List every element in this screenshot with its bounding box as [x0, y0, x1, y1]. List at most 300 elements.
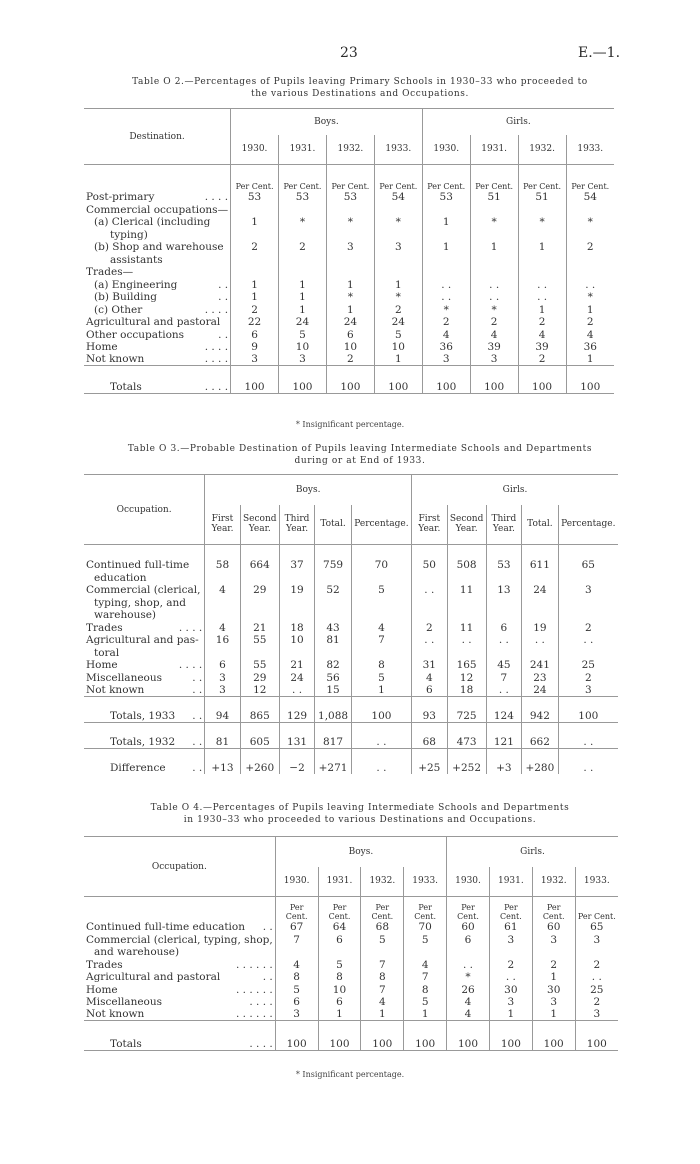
table-cell — [374, 266, 422, 279]
row-label — [84, 1008, 275, 1021]
row-label-text: Other occupations — [86, 328, 185, 341]
column-header: First Year. — [412, 505, 448, 545]
table-cell: 100 — [518, 366, 566, 394]
table-cell: 2 — [532, 958, 575, 971]
table-cell: . . — [422, 278, 470, 291]
table-cell: 65 — [575, 921, 618, 934]
table-cell — [279, 266, 327, 279]
row-label — [84, 933, 275, 946]
leader-dots: . . . . — [178, 621, 203, 634]
table-cell — [240, 646, 279, 659]
row-label — [84, 216, 231, 229]
table-o4-caption — [60, 802, 660, 826]
table-cell: 1 — [374, 278, 422, 291]
page-reference: E.—1. — [578, 45, 621, 61]
table-row — [84, 278, 614, 291]
table-row — [84, 946, 618, 959]
row-label — [84, 191, 231, 204]
table-cell: 3 — [326, 241, 374, 254]
table-cell: 1 — [279, 278, 327, 291]
row-label — [84, 353, 231, 366]
row-label-text: Continued full-time education — [86, 921, 245, 933]
row-label — [84, 316, 231, 329]
table-cell — [470, 203, 518, 216]
table-cell: 1 — [532, 971, 575, 984]
table-cell: * — [470, 303, 518, 316]
table-cell: 3 — [374, 241, 422, 254]
unit-label: Per Cent. — [575, 897, 618, 921]
table-cell: . . — [412, 584, 448, 597]
table-cell: 5 — [275, 983, 318, 996]
table-cell — [522, 596, 559, 609]
table-cell: 51 — [518, 191, 566, 204]
table-cell: 2 — [518, 353, 566, 366]
totals-row — [84, 366, 614, 394]
table-cell: * — [326, 291, 374, 304]
table-cell: 1 — [374, 353, 422, 366]
table-cell: 100 — [326, 366, 374, 394]
table-cell: 5 — [279, 328, 327, 341]
table-cell — [279, 228, 327, 241]
table-cell — [532, 946, 575, 959]
totals-row — [84, 1021, 618, 1051]
row-label-text: Not known — [86, 1008, 145, 1020]
year-header: 1931. — [489, 867, 532, 897]
table-cell: 53 — [486, 559, 522, 572]
table-cell: 2 — [422, 316, 470, 329]
table-cell: 241 — [522, 659, 559, 672]
row-label — [84, 958, 275, 971]
table-row — [84, 671, 618, 684]
table-row — [84, 1008, 618, 1021]
table-cell — [470, 253, 518, 266]
table-cell — [404, 946, 447, 959]
table-o3-caption-line2: during or at End of 1933. — [294, 456, 426, 466]
table-cell: 24 — [279, 316, 327, 329]
row-label-text: education — [94, 571, 147, 584]
table-cell: 36 — [566, 341, 614, 354]
row-label — [84, 722, 205, 748]
table-cell: 1 — [489, 1008, 532, 1021]
table-cell — [374, 203, 422, 216]
table-o3-caption — [60, 443, 660, 467]
table-cell: 5 — [351, 671, 411, 684]
table-cell — [422, 266, 470, 279]
table-cell — [566, 228, 614, 241]
row-label-text: Not known — [86, 683, 145, 696]
table-cell: 4 — [404, 958, 447, 971]
table-cell: 36 — [422, 341, 470, 354]
row-label — [84, 366, 231, 394]
table-cell: 5 — [404, 933, 447, 946]
table-cell: 39 — [518, 341, 566, 354]
row-label — [84, 946, 275, 959]
table-cell: 6 — [326, 328, 374, 341]
leader-dots: . . . . — [204, 303, 229, 316]
table-cell — [279, 253, 327, 266]
table-cell: * — [566, 291, 614, 304]
table-cell: 5 — [361, 933, 404, 946]
table-cell: . . — [351, 722, 411, 748]
table-cell: 2 — [231, 241, 279, 254]
row-label-text: Totals — [110, 1038, 142, 1050]
table-cell: 165 — [447, 659, 486, 672]
table-cell: 52 — [315, 584, 352, 597]
table-cell — [205, 646, 241, 659]
row-label — [84, 303, 231, 316]
leader-dots: . . . . . . — [236, 983, 273, 996]
table-row — [84, 266, 614, 279]
table-cell: 2 — [518, 316, 566, 329]
table-cell: 5 — [318, 958, 361, 971]
table-cell: 4 — [447, 1008, 490, 1021]
table-cell: 4 — [275, 958, 318, 971]
page-header — [0, 45, 700, 63]
table-cell: 21 — [240, 621, 279, 634]
table-cell: +13 — [205, 748, 241, 774]
table-cell: 2 — [558, 621, 618, 634]
row-label — [84, 609, 205, 622]
table-o4-boys-header: Boys. — [275, 837, 446, 867]
table-cell — [351, 571, 411, 584]
table-cell — [240, 571, 279, 584]
table-cell — [205, 571, 241, 584]
table-cell: 64 — [318, 921, 361, 934]
unit-label: Per Cent. — [566, 165, 614, 191]
table-cell: 16 — [205, 634, 241, 647]
table-cell: 1 — [518, 303, 566, 316]
row-label — [84, 266, 231, 279]
table-cell: 1 — [470, 241, 518, 254]
table-cell: . . — [518, 291, 566, 304]
table-cell: 6 — [412, 684, 448, 697]
table-row — [84, 621, 618, 634]
table-cell: 2 — [575, 958, 618, 971]
row-label — [84, 634, 205, 647]
table-cell — [486, 646, 522, 659]
table-cell: 664 — [240, 559, 279, 572]
table-cell: 9 — [231, 341, 279, 354]
table-cell — [315, 596, 352, 609]
table-cell — [231, 203, 279, 216]
table-o2-caption — [60, 76, 660, 100]
table-cell — [518, 203, 566, 216]
table-cell: 2 — [279, 241, 327, 254]
table-cell — [326, 203, 374, 216]
table-cell — [522, 571, 559, 584]
table-cell: 8 — [404, 983, 447, 996]
table-cell — [486, 609, 522, 622]
table-cell: 611 — [522, 559, 559, 572]
row-label — [84, 646, 205, 659]
table-cell — [489, 946, 532, 959]
row-label-text: Post-primary — [86, 191, 155, 203]
table-cell: 55 — [240, 659, 279, 672]
table-cell: 19 — [522, 621, 559, 634]
table-cell — [240, 596, 279, 609]
table-cell: . . — [558, 722, 618, 748]
table-row — [84, 933, 618, 946]
table-row — [84, 596, 618, 609]
table-cell: 1 — [231, 278, 279, 291]
table-cell: 1 — [279, 291, 327, 304]
table-o4-caption-line1: Table O 4.—Percentages of Pupils leaving Intermediate Schools and Departments — [150, 803, 570, 813]
table-cell: . . — [558, 748, 618, 774]
table-cell: 3 — [558, 584, 618, 597]
table-cell: 4 — [422, 328, 470, 341]
table-cell: 3 — [422, 353, 470, 366]
unit-label: Per Cent. — [532, 897, 575, 921]
table-cell — [231, 228, 279, 241]
table-cell: . . — [486, 634, 522, 647]
leader-dots: . . — [192, 709, 203, 722]
table-o4-girls-header: Girls. — [447, 837, 618, 867]
table-row — [84, 921, 618, 934]
table-cell: 100 — [374, 366, 422, 394]
row-label-text: (a) Clerical (including — [94, 216, 211, 228]
table-cell: 1 — [422, 241, 470, 254]
table-o4-caption-line2: in 1930–33 who proceeded to various Destinations and Occupations. — [183, 815, 537, 825]
table-cell: 508 — [447, 559, 486, 572]
table-cell: * — [326, 216, 374, 229]
table-cell: 81 — [315, 634, 352, 647]
table-cell: 6 — [231, 328, 279, 341]
table-cell: * — [374, 216, 422, 229]
year-header: 1933. — [566, 135, 614, 165]
table-row — [84, 241, 614, 254]
table-cell: * — [518, 216, 566, 229]
table-cell: 3 — [489, 933, 532, 946]
row-label — [84, 684, 205, 697]
unit-label: Per Cent. — [374, 165, 422, 191]
table-row — [84, 971, 618, 984]
table-cell: 662 — [522, 722, 559, 748]
table-cell: 8 — [351, 659, 411, 672]
table-cell: . . — [518, 278, 566, 291]
table-cell: 60 — [447, 921, 490, 934]
table-cell: 43 — [315, 621, 352, 634]
table-cell: +271 — [315, 748, 352, 774]
table-cell: 2 — [558, 671, 618, 684]
column-header: First Year. — [205, 505, 241, 545]
leader-dots: . . . . . . — [236, 1008, 273, 1020]
table-cell: 25 — [558, 659, 618, 672]
row-label-text: Miscellaneous — [86, 671, 163, 684]
leader-dots: . . . . — [178, 659, 203, 671]
table-cell — [486, 596, 522, 609]
table-cell: 24 — [279, 671, 315, 684]
year-header: 1932. — [326, 135, 374, 165]
table-cell: 4 — [351, 621, 411, 634]
table-row — [84, 659, 618, 672]
table-cell — [315, 571, 352, 584]
table-row — [84, 328, 614, 341]
table-cell: 3 — [205, 684, 241, 697]
summary-row — [84, 696, 618, 722]
table-cell — [486, 571, 522, 584]
row-label-text: Trades — [86, 621, 123, 634]
table-cell — [518, 228, 566, 241]
unit-label: Per Cent. — [489, 897, 532, 921]
table-cell: 10 — [279, 341, 327, 354]
row-label-text: and warehouse) — [94, 946, 180, 958]
year-header: 1933. — [374, 135, 422, 165]
table-cell: 3 — [231, 353, 279, 366]
row-label — [84, 971, 275, 984]
table-cell — [326, 228, 374, 241]
row-label — [84, 341, 231, 354]
row-label — [84, 996, 275, 1009]
table-cell: . . — [558, 634, 618, 647]
table-cell: 30 — [489, 983, 532, 996]
row-label-text: (c) Other — [94, 303, 143, 316]
table-cell: 24 — [326, 316, 374, 329]
table-row — [84, 646, 618, 659]
table-cell — [566, 203, 614, 216]
leader-dots: . . . . — [204, 341, 229, 353]
table-cell: 10 — [279, 634, 315, 647]
row-label-text: Trades — [86, 958, 123, 971]
table-cell: 1 — [566, 303, 614, 316]
table-cell: 61 — [489, 921, 532, 934]
table-cell: 4 — [470, 328, 518, 341]
row-label — [84, 328, 231, 341]
table-cell: . . — [412, 634, 448, 647]
table-cell — [205, 609, 241, 622]
table-cell: 5 — [351, 584, 411, 597]
table-cell — [422, 228, 470, 241]
unit-label: Per Cent. — [470, 165, 518, 191]
table-cell — [558, 609, 618, 622]
table-row — [84, 353, 614, 366]
table-cell: 3 — [470, 353, 518, 366]
table-cell: 1 — [422, 216, 470, 229]
table-cell: 4 — [205, 621, 241, 634]
table-cell — [231, 253, 279, 266]
table-o3-boys-header: Boys. — [205, 475, 412, 505]
year-header: 1930. — [231, 135, 279, 165]
table-cell: 22 — [231, 316, 279, 329]
row-label — [84, 203, 231, 216]
table-cell: * — [422, 303, 470, 316]
leader-dots: . . . . — [204, 353, 229, 365]
leader-dots: . . — [262, 921, 273, 933]
table-row — [84, 191, 614, 204]
table-cell — [279, 596, 315, 609]
table-cell: . . — [489, 971, 532, 984]
row-label-text: (b) Building — [94, 291, 158, 303]
table-cell: 7 — [361, 983, 404, 996]
table-cell: 93 — [412, 696, 448, 722]
row-label-text: typing) — [110, 228, 148, 241]
table-o3-occupation-header: Occupation. — [84, 475, 205, 545]
unit-label: Per Cent. — [326, 165, 374, 191]
table-cell: 94 — [205, 696, 241, 722]
table-cell: 30 — [532, 983, 575, 996]
row-label — [84, 291, 231, 304]
table-row — [84, 253, 614, 266]
table-cell — [412, 596, 448, 609]
table-cell: 50 — [412, 559, 448, 572]
leader-dots: . . — [192, 735, 203, 748]
column-header: Total. — [315, 505, 352, 545]
table-cell: 10 — [374, 341, 422, 354]
table-cell: 2 — [326, 353, 374, 366]
table-row — [84, 571, 618, 584]
table-cell: 11 — [447, 584, 486, 597]
column-header: Total. — [522, 505, 559, 545]
year-header: 1930. — [422, 135, 470, 165]
table-cell: 4 — [447, 996, 490, 1009]
table-cell — [412, 646, 448, 659]
table-cell: * — [374, 291, 422, 304]
table-cell: 21 — [279, 659, 315, 672]
unit-label: Per Cent. — [447, 897, 490, 921]
table-cell: 2 — [575, 996, 618, 1009]
summary-row — [84, 722, 618, 748]
table-cell: +3 — [486, 748, 522, 774]
table-cell: 1,088 — [315, 696, 352, 722]
table-cell: 100 — [275, 1021, 318, 1051]
row-label — [84, 696, 205, 722]
table-cell: 129 — [279, 696, 315, 722]
table-cell: . . — [566, 278, 614, 291]
table-cell: 24 — [522, 684, 559, 697]
table-cell: 3 — [575, 933, 618, 946]
table-o2 — [84, 108, 614, 394]
table-cell: 56 — [315, 671, 352, 684]
table-cell: 11 — [447, 621, 486, 634]
table-cell: 725 — [447, 696, 486, 722]
table-row — [84, 634, 618, 647]
table-cell — [518, 266, 566, 279]
row-label-text: warehouse) — [94, 609, 157, 621]
table-cell: 60 — [532, 921, 575, 934]
table-row — [84, 996, 618, 1009]
table-cell: 54 — [374, 191, 422, 204]
row-label-text: toral — [94, 646, 120, 659]
table-cell — [279, 609, 315, 622]
table-cell — [279, 646, 315, 659]
table-cell — [318, 946, 361, 959]
table-cell: 37 — [279, 559, 315, 572]
table-cell: 25 — [575, 983, 618, 996]
leader-dots: . . — [262, 971, 273, 983]
table-cell: 18 — [279, 621, 315, 634]
table-cell: 68 — [361, 921, 404, 934]
table-cell: 6 — [205, 659, 241, 672]
unit-label: Per Cent. — [361, 897, 404, 921]
leader-dots: . . — [218, 291, 229, 303]
table-o3 — [84, 474, 618, 774]
table-cell — [447, 946, 490, 959]
row-label-text: Miscellaneous — [86, 996, 163, 1008]
table-cell: 942 — [522, 696, 559, 722]
table-cell — [522, 646, 559, 659]
leader-dots: . . — [192, 671, 203, 684]
table-cell: 12 — [240, 684, 279, 697]
row-label-text: (b) Shop and warehouse — [94, 241, 224, 253]
column-header: Percentage. — [351, 505, 411, 545]
table-cell: +25 — [412, 748, 448, 774]
table-cell — [279, 571, 315, 584]
table-cell: 2 — [566, 316, 614, 329]
table-cell: 1 — [231, 291, 279, 304]
table-cell — [315, 646, 352, 659]
table-cell: 1 — [279, 303, 327, 316]
table-cell: 100 — [489, 1021, 532, 1051]
row-label-text: Home — [86, 341, 118, 353]
